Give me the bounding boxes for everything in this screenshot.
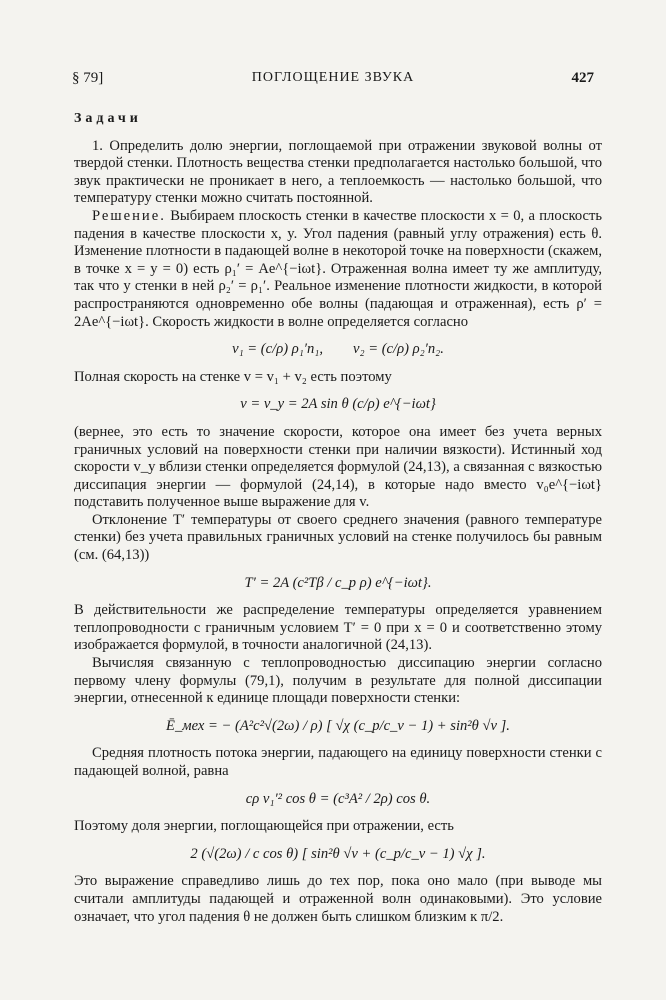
paragraph-viscosity: (вернее, это есть то значение скорости, которое она имеет без учета верных граничных условий на поверхности стенки при наличии вязкости). Истинный ход скорости v_y вблизи стенки определяется формулой (24,13), а связанная с вязкостью диссипация энергии — формулой (24,14), в которые надо вместо v₀e^{−iωt} подставить полученное выше выражение для v. [74,423,602,511]
equation-v2: v₂ = (c/ρ) ρ₂′n₂. [353,341,444,358]
section-marker: § 79] [72,70,104,86]
equation-absorbed-fraction: 2 (√(2ω) / c cos θ) [ sin²θ √ν + (c_p/c_v − 1) √χ ]. [190,845,486,862]
equation-energy-dissipation: Ē_мех = − (A²c²√(2ω) / ρ) [ √χ (c_p/c_v − 1) + sin²θ √ν ]. [166,717,510,734]
paragraph-total-velocity: Полная скорость на стенке v = v₁ + v₂ есть поэтому [74,368,392,385]
page-body [74,110,602,926]
problems-heading: Задачи [74,111,142,126]
paragraph-dissipation: Вычисляя связанную с теплопроводностью диссипацию энергии согласно первому члену формулы (79,1), получим в результате для полной диссипации энергии, отнесенной к единице площади поверхности стенки: [74,655,602,707]
problem-statement: 1. Определить долю энергии, поглощаемой при отражении звуковой волны от твердой стенки. Плотность вещества стенки предполагается настолько большой, что звук практически не проникает в него, а теплоемкость — настолько большой, что температуру стенки можно считать постоянной. [74,137,602,207]
equation-velocities [74,341,602,359]
solution-paragraph [74,208,602,331]
paragraph-absorbed-fraction: Поэтому доля энергии, поглощающейся при отражении, есть [74,818,454,835]
running-title: ПОГЛОЩЕНИЕ ЗВУКА [251,70,415,85]
paragraph-heat-conduction: В действительности же распределение температуры определяется уравнением теплопроводности с граничным условием T′ = 0 при x = 0 и соответственно этому изображается формулой, в точности аналогичной (24,13). [74,602,602,654]
solution-label: Решение. [92,207,166,224]
page-number: 427 [571,70,594,86]
equation-energy-flux: cρ v₁′² cos θ = (c³A² / 2ρ) cos θ. [245,790,431,807]
paragraph-energy-flux: Средняя плотность потока энергии, падающего на единицу поверхности стенки с падающей волной, равна [74,745,602,779]
equation-v1: v₁ = (c/ρ) ρ₁′n₁, [232,341,323,358]
paragraph-validity: Это выражение справедливо лишь до тех пор, пока оно мало (при выводе мы считали амплитуды падающей и отраженной волн одинаковыми). Это условие означает, что угол падения θ не должен быть слишком близким к π/2. [74,873,602,925]
paragraph-temperature: Отклонение T′ температуры от своего среднего значения (равного температуре стенки) без учета правильных граничных условий на стенке получилось бы равным (см. (64,13)) [74,511,602,564]
equation-velocity-wall: v = v_y = 2A sin θ (c/ρ) e^{−iωt} [240,396,436,413]
solution-text: Выбираем плоскость стенки в качестве плоскости x = 0, а плоскость падения в качестве плоскости x, y. Угол падения (равный углу отражения) есть θ. Изменение плотности в падающей волне в некоторой точке на поверхности (скажем, в точке x = y = 0) есть ρ₁′ = Ae^{−iωt}. Отраженная волна имеет ту же амплитуду, так что у стенки в ней ρ₂′ = ρ₁′. Реальное изменение плотности жидкости, в которой распространяются одновременно обе волны (падающая и отраженная), есть ρ′ = 2Ae^{−iωt}. Скорость жидкости в волне определяется согласно [74,207,602,330]
equation-temperature: T′ = 2A (c²Tβ / c_p ρ) e^{−iωt}. [244,574,432,591]
